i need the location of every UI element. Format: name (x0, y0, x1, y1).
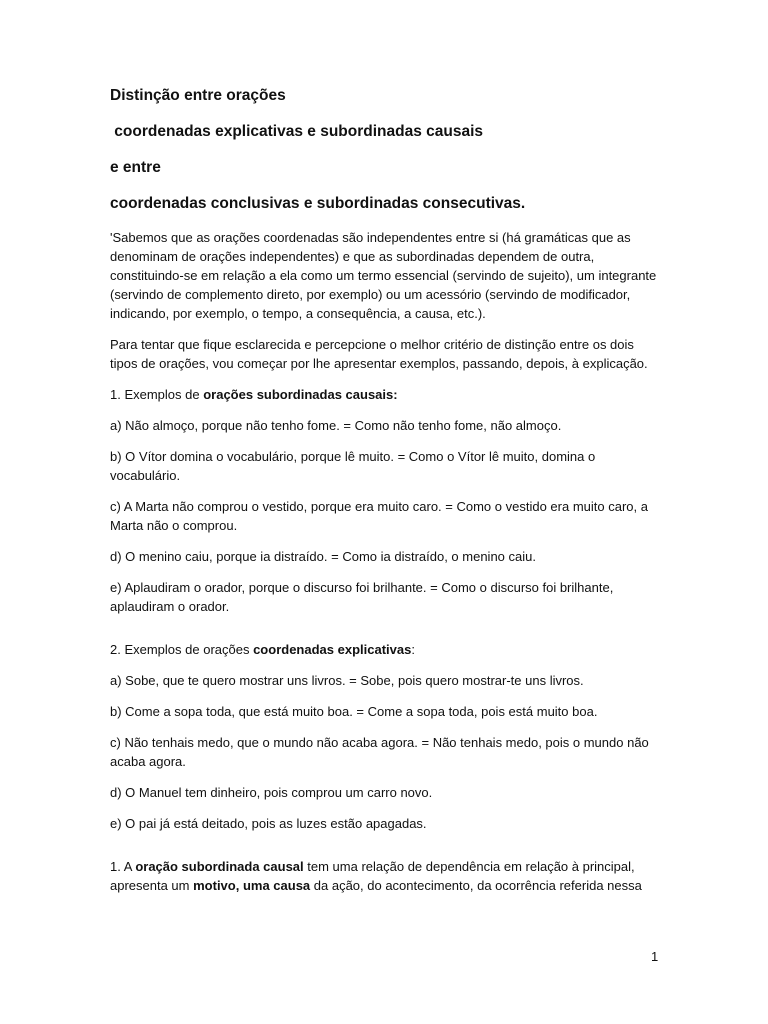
causal-example-e: e) Aplaudiram o orador, porque o discurso foi brilhante. = Como o discurso foi brilhante, aplaudiram o orador. (110, 580, 614, 614)
section-2-heading-prefix: 2. Exemplos de orações (110, 642, 254, 657)
explanation-bold-1: oração subordinada causal (135, 859, 304, 874)
explanation-paragraph (110, 857, 658, 895)
causal-example-d: d) O menino caiu, porque ia distraído. = Como ia distraído, o menino caiu. (110, 549, 536, 564)
explicative-example-e: e) O pai já está deitado, pois as luzes estão apagadas. (110, 816, 427, 831)
explicative-example-d: d) O Manuel tem dinheiro, pois comprou um carro novo. (110, 785, 433, 800)
explicative-example-c: c) Não tenhais medo, que o mundo não acaba agora. = Não tenhais medo, pois o mundo não acaba agora. (110, 735, 649, 769)
section-1-heading-prefix: 1. Exemplos de (110, 387, 204, 402)
title-line-2: coordenadas explicativas e subordinadas causais (110, 123, 484, 140)
title-line-4: coordenadas conclusivas e subordinadas consecutivas. (110, 195, 526, 212)
section-2-heading (110, 640, 658, 659)
page-number: 1 (651, 949, 659, 964)
causal-example-b: b) O Vítor domina o vocabulário, porque lê muito. = Como o Vítor lê muito, domina o vocabulário. (110, 449, 596, 483)
causal-example-c: c) A Marta não comprou o vestido, porque era muito caro. = Como o vestido era muito caro, a Marta não o comprou. (110, 499, 648, 533)
intro-paragraph-1: 'Sabemos que as orações coordenadas são independentes entre si (há gramáticas que as denominam de orações independentes) e que as subordinadas dependem de outra, constituindo-se em relação a ela como um termo essencial (servindo de sujeito), um integrante (servindo de complemento direto, por exemplo) ou um acessório (servindo de modificador, indicando, por exemplo, o tempo, a consequência, a causa, etc.). (110, 230, 657, 321)
section-1-heading-bold: orações subordinadas causais: (203, 387, 398, 402)
explanation-text-3: da ação, do acontecimento, da ocorrência referida nessa (310, 878, 642, 893)
explicative-example-b: b) Come a sopa toda, que está muito boa. = Come a sopa toda, pois está muito boa. (110, 704, 598, 719)
title-line-1: Distinção entre orações (110, 87, 286, 104)
explanation-text-2: tem uma relação de dependência em relação à principal, apresenta um (110, 859, 635, 893)
explicative-example-a: a) Sobe, que te quero mostrar uns livros. = Sobe, pois quero mostrar-te uns livros. (110, 673, 584, 688)
causal-example-a: a) Não almoço, porque não tenho fome. = Como não tenho fome, não almoço. (110, 418, 562, 433)
document-body (110, 86, 658, 907)
explanation-bold-2: motivo, uma causa (193, 878, 311, 893)
section-2-heading-bold: coordenadas explicativas (253, 642, 412, 657)
title-line-3: e entre (110, 159, 161, 176)
section-2-heading-suffix: : (411, 642, 415, 657)
blank-line (110, 845, 658, 857)
intro-paragraph-2: Para tentar que fique esclarecida e percepcione o melhor critério de distinção entre os dois tipos de orações, vou começar por lhe apresentar exemplos, passando, depois, à explicação. (110, 337, 648, 371)
explanation-text-1: 1. A (110, 859, 136, 874)
blank-line (110, 628, 658, 640)
section-1-heading (110, 385, 658, 404)
